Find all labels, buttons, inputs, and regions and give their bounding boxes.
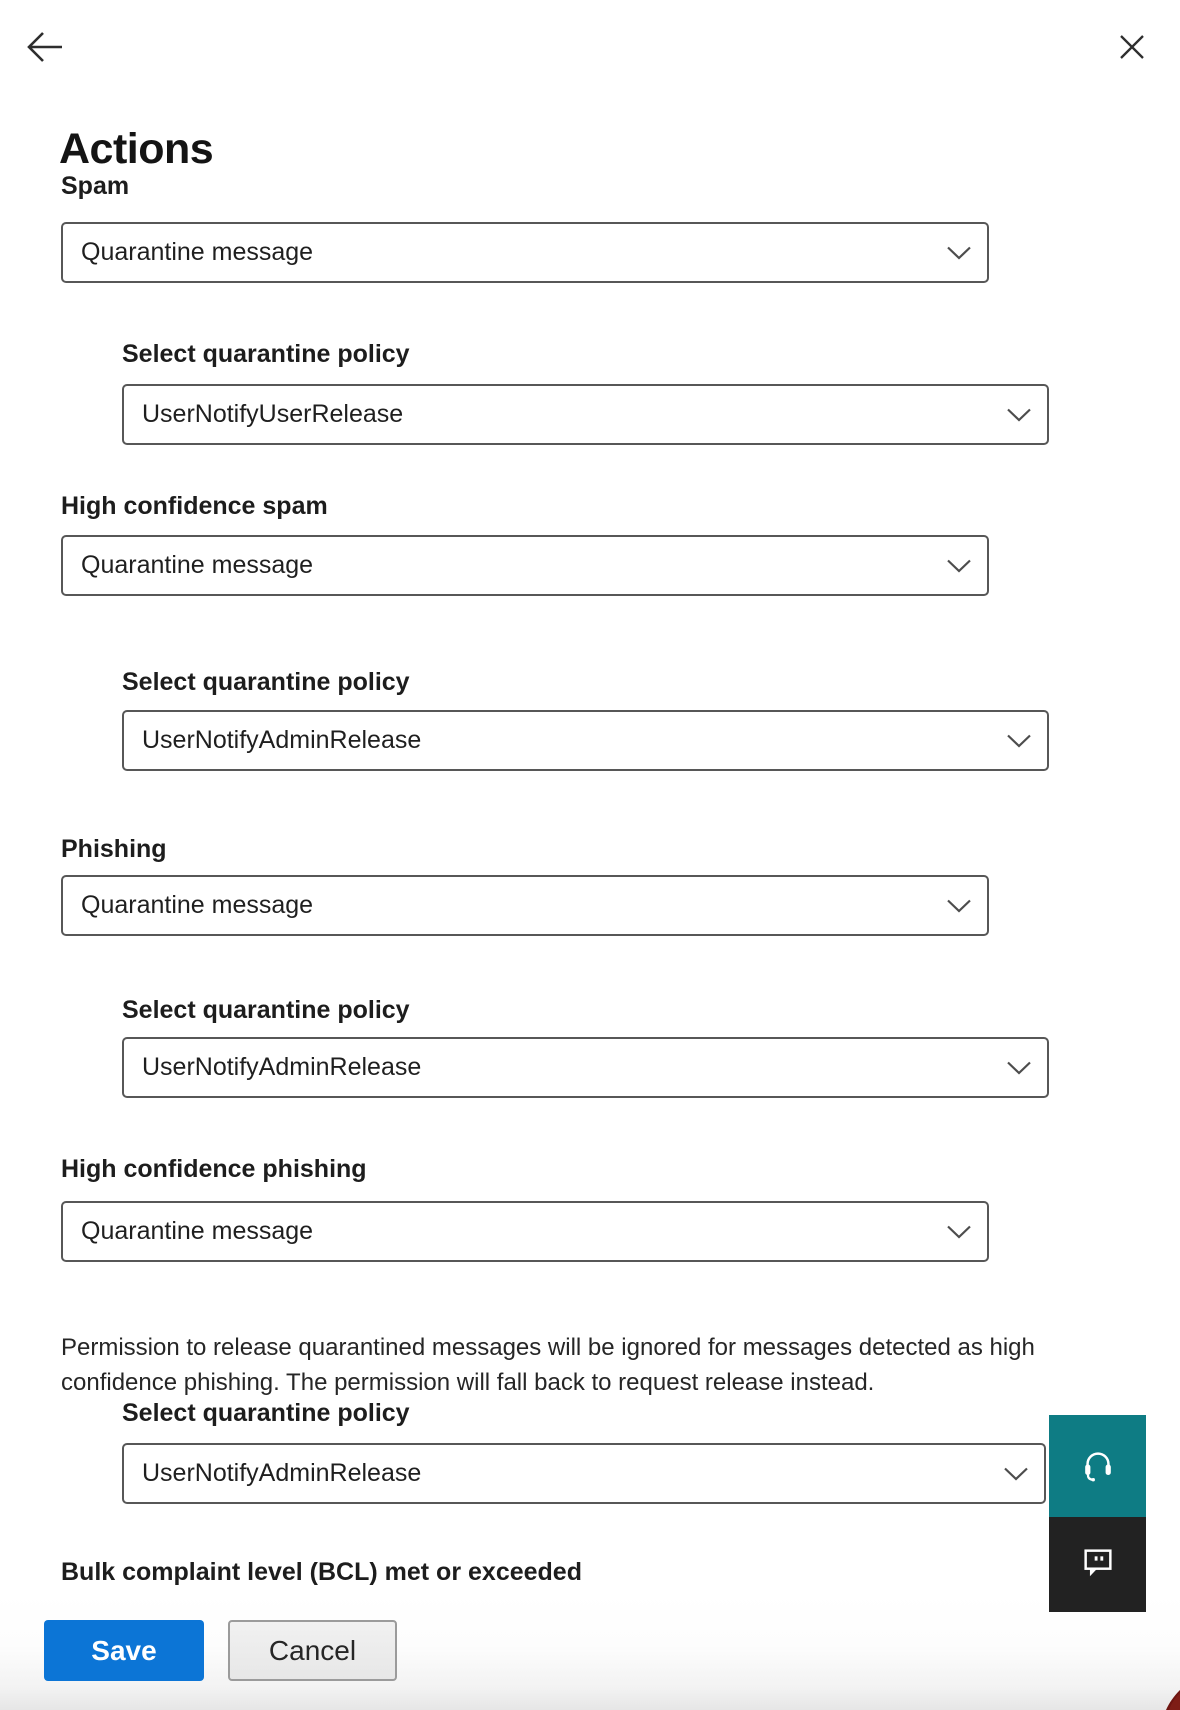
cancel-button[interactable]: Cancel xyxy=(228,1620,397,1681)
high-confidence-phishing-note: Permission to release quarantined messages will be ignored for messages detected as high confidence phishing. The permission will fall back to request release instead. xyxy=(61,1334,1035,1396)
chevron-down-icon xyxy=(1006,1060,1032,1076)
chat-bubble-icon xyxy=(1079,1545,1117,1584)
spam-action-value: Quarantine message xyxy=(81,238,314,266)
spam-action-dropdown[interactable] xyxy=(61,222,989,283)
phishing-label: Phishing xyxy=(61,835,167,863)
phishing-policy-label: Select quarantine policy xyxy=(122,996,410,1024)
back-arrow-icon xyxy=(25,54,65,69)
high-confidence-spam-action-dropdown[interactable] xyxy=(61,535,989,596)
spam-policy-dropdown[interactable] xyxy=(122,384,1049,445)
close-button[interactable] xyxy=(1118,33,1146,61)
bulk-complaint-level-label: Bulk complaint level (BCL) met or exceeded xyxy=(61,1558,582,1586)
feedback-chat-widget-button[interactable] xyxy=(1049,1517,1146,1612)
save-button[interactable]: Save xyxy=(44,1620,204,1681)
phishing-policy-dropdown[interactable] xyxy=(122,1037,1049,1098)
high-confidence-phishing-policy-label: Select quarantine policy xyxy=(122,1399,410,1427)
back-button[interactable] xyxy=(25,28,65,66)
high-confidence-phishing-action-dropdown[interactable] xyxy=(61,1201,989,1262)
headset-icon xyxy=(1079,1446,1117,1487)
phishing-action-dropdown[interactable] xyxy=(61,875,989,936)
chevron-down-icon xyxy=(946,1224,972,1240)
spam-policy-label: Select quarantine policy xyxy=(122,340,410,368)
corner-red-artifact xyxy=(1166,1690,1180,1710)
footer xyxy=(0,1593,1180,1710)
high-confidence-spam-policy-dropdown[interactable] xyxy=(122,710,1049,771)
help-widget-button[interactable] xyxy=(1049,1415,1146,1517)
chevron-down-icon xyxy=(1006,733,1032,749)
high-confidence-spam-label: High confidence spam xyxy=(61,492,328,520)
high-confidence-spam-policy-label: Select quarantine policy xyxy=(122,668,410,696)
chevron-down-icon xyxy=(946,558,972,574)
spam-label: Spam xyxy=(61,172,130,200)
page-title: Actions xyxy=(59,124,214,173)
high-confidence-phishing-policy-dropdown[interactable] xyxy=(122,1443,1046,1504)
chevron-down-icon xyxy=(1003,1466,1029,1482)
phishing-action-value: Quarantine message xyxy=(81,891,314,919)
close-icon xyxy=(1118,49,1146,64)
bottom-divider-band xyxy=(0,1690,1180,1710)
spam-policy-value: UserNotifyUserRelease xyxy=(142,400,404,428)
high-confidence-spam-action-value: Quarantine message xyxy=(81,551,314,579)
phishing-policy-value: UserNotifyAdminRelease xyxy=(142,1053,422,1081)
chevron-down-icon xyxy=(946,245,972,261)
high-confidence-phishing-action-value: Quarantine message xyxy=(81,1217,314,1245)
chevron-down-icon xyxy=(946,898,972,914)
high-confidence-spam-policy-value: UserNotifyAdminRelease xyxy=(142,726,422,754)
high-confidence-phishing-label: High confidence phishing xyxy=(61,1155,367,1183)
chevron-down-icon xyxy=(1006,407,1032,423)
high-confidence-phishing-policy-value: UserNotifyAdminRelease xyxy=(142,1459,422,1487)
